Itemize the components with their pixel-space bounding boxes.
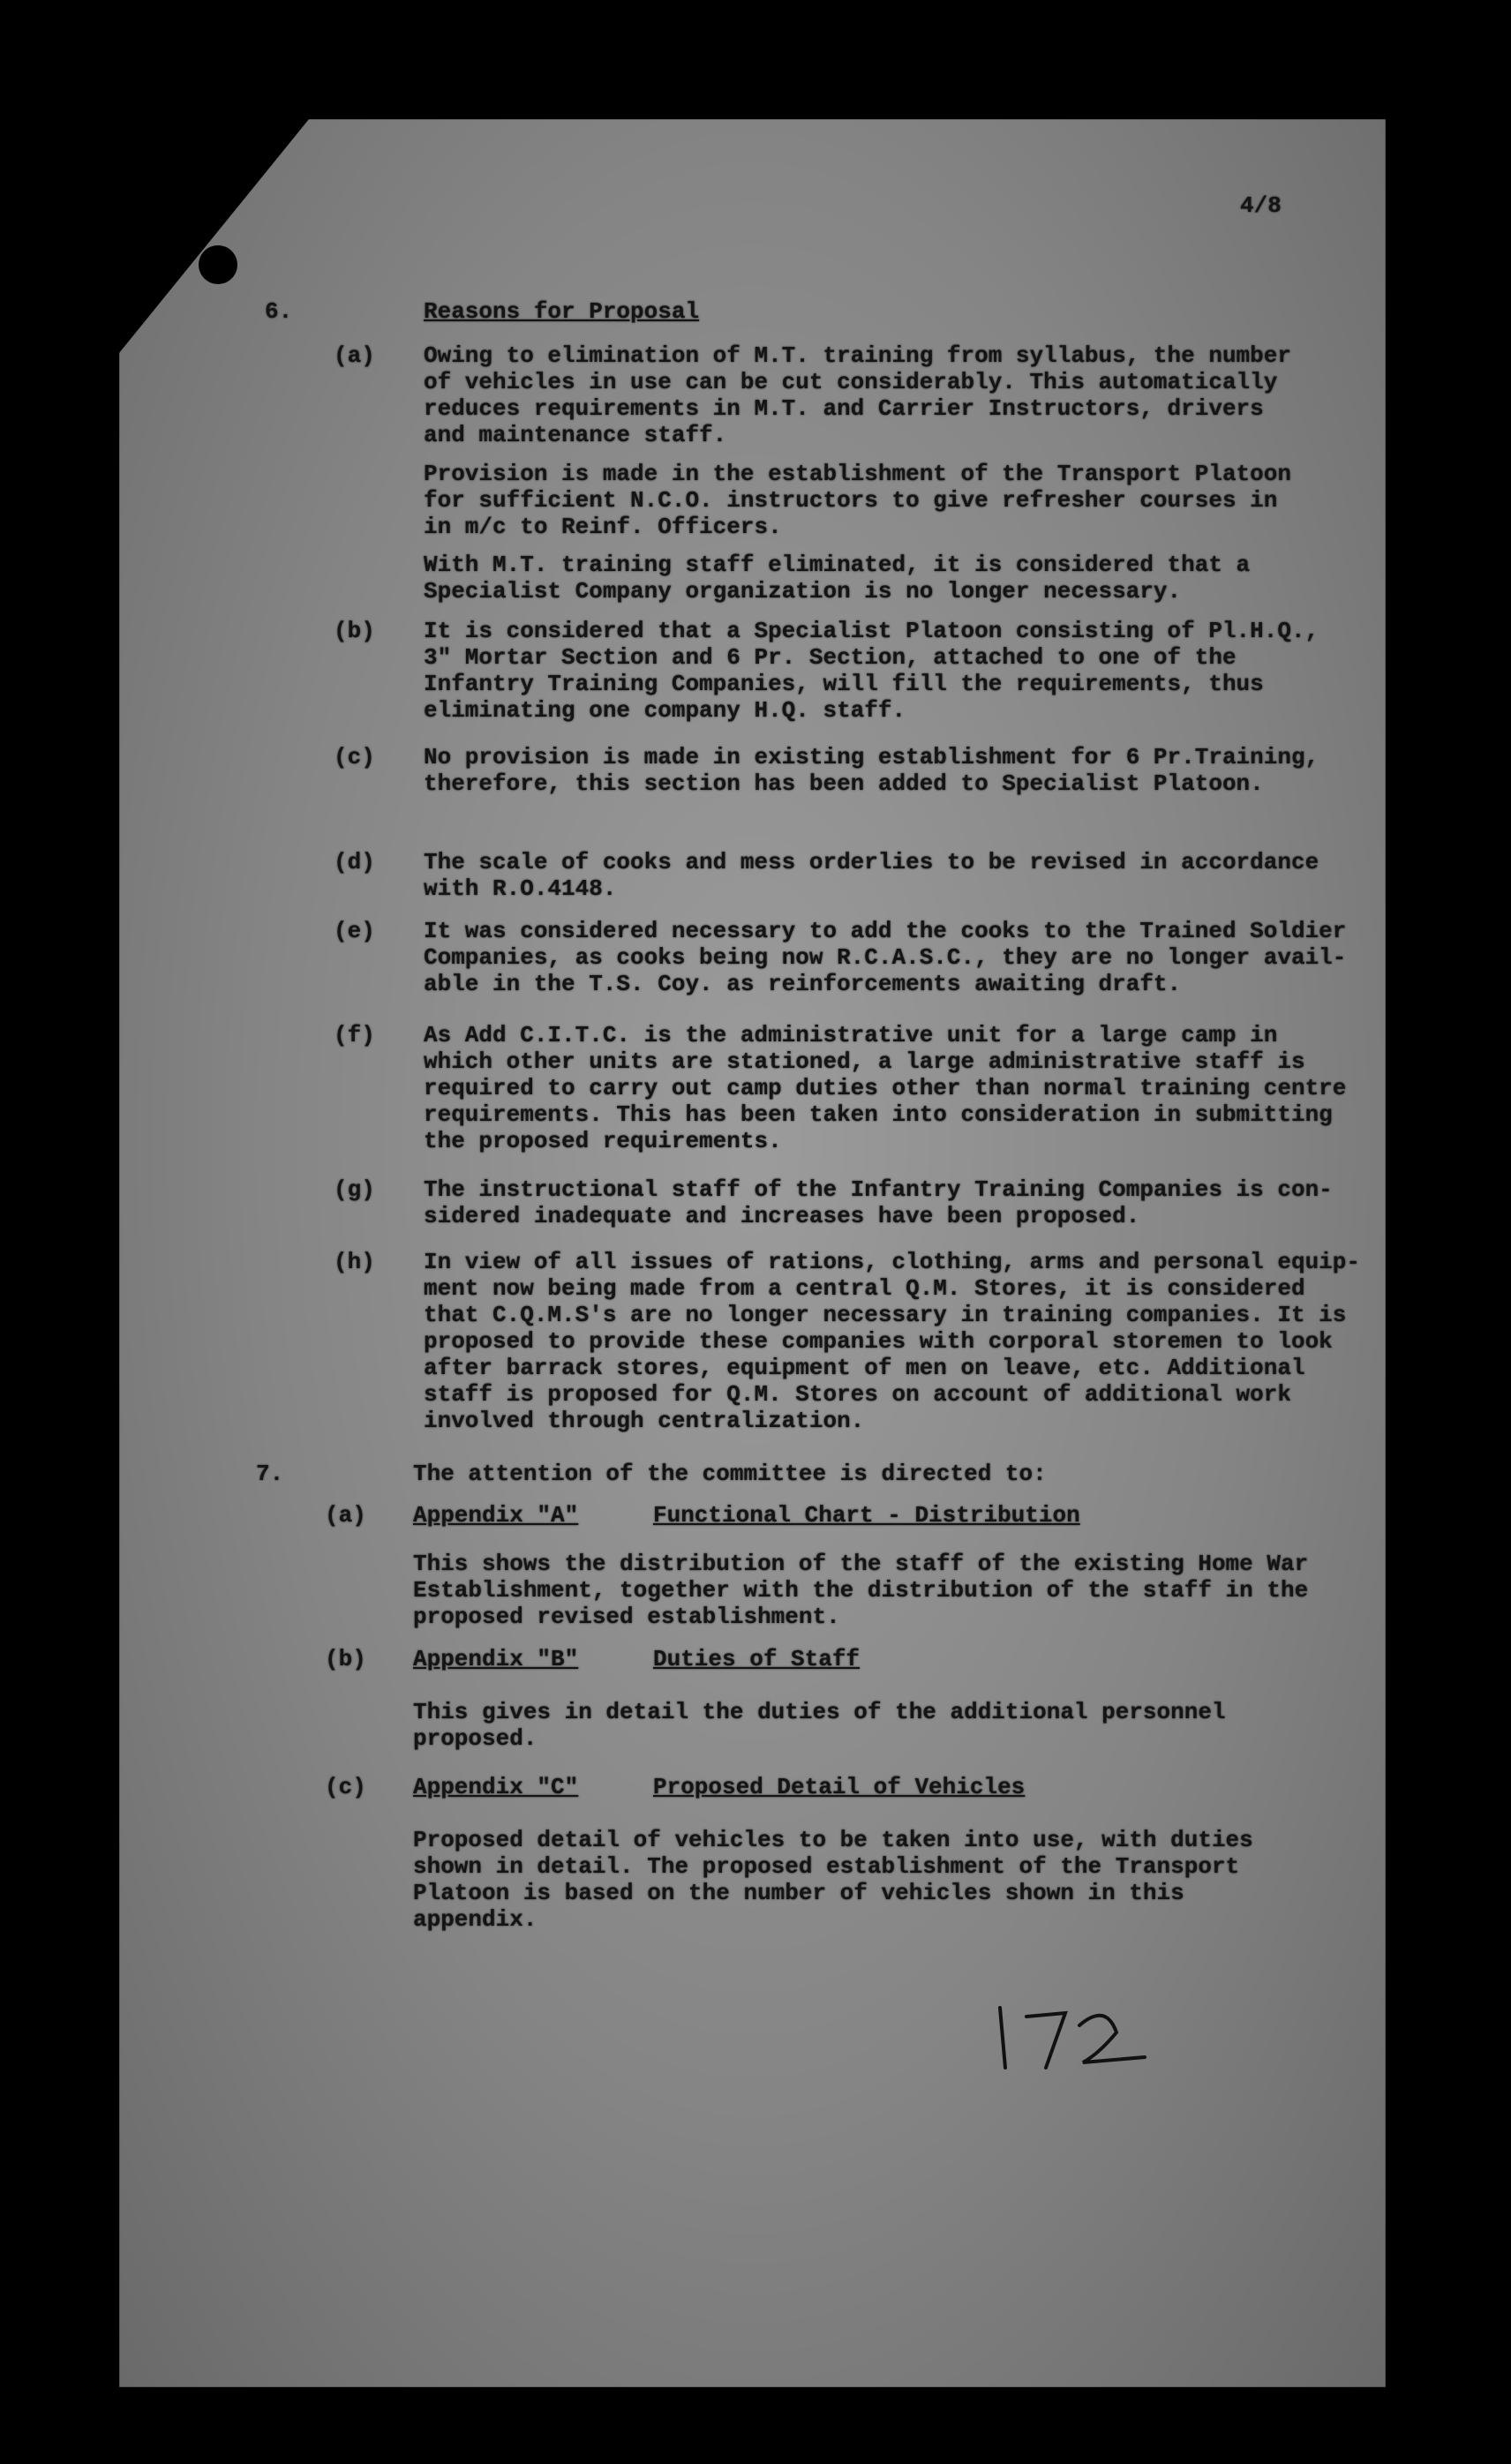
handwritten-page-number <box>993 1990 1152 2074</box>
item-7a-text: This shows the distribution of the staff of the existing Home War Establishment, together with the distribution of the staff in the proposed revised establishment. <box>413 1551 1309 1630</box>
item-6g-para: The instructional staff of the Infantry Training Companies is con- sidered inadequate and increases have been proposed. <box>424 1176 1333 1229</box>
item-6f-label: (f) <box>334 1022 375 1048</box>
item-6c-para: No provision is made in existing establishment for 6 Pr.Training, therefore, this section has been added to Specialist Platoon. <box>424 744 1319 797</box>
item-7a-title: Functional Chart - Distribution <box>653 1502 1080 1529</box>
item-6a-label: (a) <box>334 342 375 369</box>
item-7c-text: Proposed detail of vehicles to be taken into use, with duties shown in detail. The proposed establishment of the Transport Platoon is based on the number of vehicles shown in this appendix. <box>413 1827 1253 1933</box>
item-7b-label: (b) <box>325 1646 366 1672</box>
section-7-intro: The attention of the committee is directed to: <box>413 1461 1047 1487</box>
item-6b-label: (b) <box>334 618 375 644</box>
section-6-heading: Reasons for Proposal <box>424 298 700 325</box>
item-6a-para-1: Owing to elimination of M.T. training from syllabus, the number of vehicles in use can be cut considerably. This automatically reduces requirements in M.T. and Carrier Instructors, drivers and maintenance staff. <box>424 342 1291 448</box>
section-7-number: 7. <box>256 1461 284 1487</box>
item-6e-para: It was considered necessary to add the cooks to the Trained Soldier Companies, as cooks being now R.C.A.S.C., they are no longer avail- able in the T.S. Coy. as reinforcements awaiting draft. <box>424 918 1347 997</box>
item-7c-label: (c) <box>325 1774 366 1800</box>
handwritten-stroke-7 <box>1026 2013 1065 2068</box>
item-6h-label: (h) <box>334 1249 375 1275</box>
item-6e-label: (e) <box>334 918 375 944</box>
item-6d-label: (d) <box>334 849 375 875</box>
item-6a-para-2: Provision is made in the establishment of the Transport Platoon for sufficient N.C.O. instructors to give refresher courses in in m/c to Reinf. Officers. <box>424 461 1291 540</box>
handwritten-stroke-1 <box>1000 2008 1005 2068</box>
item-7b-text: This gives in detail the duties of the additional personnel proposed. <box>413 1699 1226 1752</box>
handwritten-stroke-2 <box>1079 2016 1145 2062</box>
item-7c-title: Proposed Detail of Vehicles <box>653 1774 1026 1800</box>
item-6c-label: (c) <box>334 744 375 770</box>
item-6f-para: As Add C.I.T.C. is the administrative unit for a large camp in which other units are stationed, a large administrative staff is required to carry out camp duties other than normal training centre requirements. This has been taken into consideration in submitting the proposed requirements. <box>424 1022 1347 1154</box>
item-6b-para: It is considered that a Specialist Platoon consisting of Pl.H.Q., 3" Mortar Section and 6 Pr. Section, attached to one of the Infantry Training Companies, will fill the requirements, thus eliminating one company H.Q. staff. <box>424 618 1319 724</box>
item-7b-appendix: Appendix "B" <box>413 1646 579 1672</box>
item-7a-label: (a) <box>325 1502 366 1529</box>
section-6-number: 6. <box>265 298 293 325</box>
item-7b-title: Duties of Staff <box>653 1646 861 1672</box>
item-7a-appendix: Appendix "A" <box>413 1502 579 1529</box>
page-reference: 4/8 <box>1240 192 1282 219</box>
item-6a-para-3: With M.T. training staff eliminated, it is considered that a Specialist Company organization is no longer necessary. <box>424 552 1251 605</box>
item-6g-label: (g) <box>334 1176 375 1203</box>
item-6d-para: The scale of cooks and mess orderlies to be revised in accordance with R.O.4148. <box>424 849 1319 902</box>
item-6h-para: In view of all issues of rations, clothing, arms and personal equip- ment now being made from a central Q.M. Stores, it is considered that C.Q.M.S's are no longer necessary in training companies. It is proposed to provide these companies with corporal storemen to look after barrack stores, equipment of men on leave, etc. Additional staff is proposed for Q.M. Stores on account of additional work involved through centralization. <box>424 1249 1360 1434</box>
item-7c-appendix: Appendix "C" <box>413 1774 579 1800</box>
